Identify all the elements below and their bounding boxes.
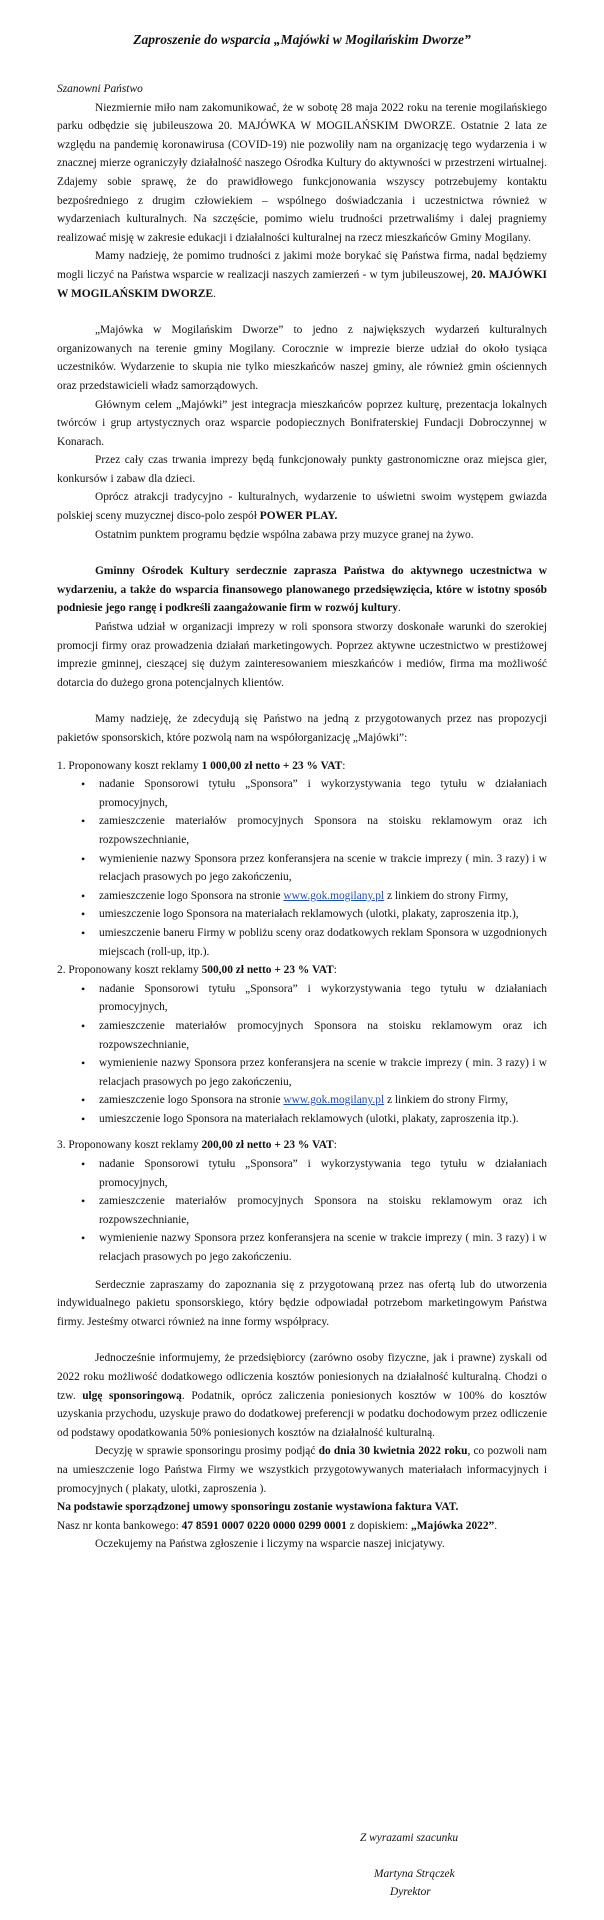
website-link[interactable]: www.gok.mogilany.pl xyxy=(283,889,385,902)
package-benefit-item: • zamieszczenie materiałów promocyjnych Sponsora na stoisku reklamowym oraz ich rozpowszechnianie, xyxy=(99,1017,547,1054)
page-title: Zaproszenie do wsparcia „Majówki w Mogilańskim Dworze” xyxy=(133,32,471,47)
tax-relief-bold: ulgę sponsoringową xyxy=(82,1389,182,1402)
deadline-text-a: Decyzję w sprawie sponsoringu prosimy podjąć xyxy=(95,1445,319,1458)
bank-end: . xyxy=(494,1519,498,1532)
paragraph-event-description: „Majówka w Mogilańskim Dworze” to jedno z największych wydarzeń kulturalnych organizowanych na terenie gminy Mogilany. Corocznie w imprezie bierze udział do około tysiąca uczestników. Wydarzenie to skupia nie tylko mieszkańców naszej gminy, ale również gmin ościennych oraz przedstawicieli władz samorządowych. xyxy=(57,324,547,392)
package-benefits-list xyxy=(57,980,547,1129)
signer-name: Martyna Strączek xyxy=(374,1868,455,1880)
package-prefix: 2. Proponowany koszt reklamy xyxy=(57,964,202,977)
package-suffix: : xyxy=(342,759,346,772)
letter-body xyxy=(57,80,547,1554)
package-benefit-item: • umieszczenie logo Sponsora na materiałach reklamowych (ulotki, plakaty, zaproszenia itp.). xyxy=(99,1110,547,1129)
paragraph-sponsor-benefits: Państwa udział w organizacji imprezy w roli sponsora stworzy doskonałe warunki do szerokiej promocji firmy oraz prowadzenia działań marketingowych. Poprzez aktywne uczestnictwo w prestiżowej imprezie gminnej, cieszącej się dużym zainteresowaniem mieszkańców i mediów, firma ma możliwość dotarcia do dużego grona potencjalnych klientów. xyxy=(57,621,547,689)
package-1 xyxy=(57,757,547,962)
paragraph-intro: Niezmiernie miło nam zakomunikować, że w sobotę 28 maja 2022 roku na terenie mogilańskiego parku odbędzie się jubileuszowa 20. MAJÓWKA W MOGILAŃSKIM DWORZE. Ostatnie 2 lata ze względu na pandemię koronawirusa (COVID-19) nie pozwoliły nam na organizację tego wydarzenia i w znacznej mierze ograniczyły działalność naszego Ośrodka Kultury do aktywności w przestrzeni wirtualnej. Zdajemy sobie sprawę, że do prawidłowego funkcjonowania wszyscy potrzebujemy kontaktu bezpośredniego z drugim człowiekiem – wspólnego doświadczania i uczestnictwa również w wydarzeniach kulturalnych. Na szczęście, pomimo wielu trudności przetrwaliśmy i dalej pragniemy realizować misję w zakresie edukacji i działalności kulturalnej na rzecz mieszkańców Gminy Mogilany. xyxy=(57,101,547,244)
paragraph-support xyxy=(57,247,547,303)
website-link[interactable]: www.gok.mogilany.pl xyxy=(283,1094,385,1107)
paragraph-bank-account xyxy=(57,1517,547,1536)
package-benefit-item: • wymienienie nazwy Sponsora przez konferansjera na scenie w trakcie imprezy ( min. 3 razy) i w relacjach prasowych po jego zakończeniu, xyxy=(99,1054,547,1091)
bank-account-number: 47 8591 0007 0220 0000 0299 0001 xyxy=(181,1519,347,1532)
package-3 xyxy=(57,1136,547,1266)
paragraph-invitation xyxy=(57,562,547,618)
package-title xyxy=(57,757,547,776)
package-price: 500,00 zł netto + 23 % VAT xyxy=(201,964,334,977)
paragraph-offer: Serdecznie zapraszamy do zapoznania się z przygotowaną przez nas ofertą lub do utworzenia indywidualnego pakietu sponsorskiego, który będzie odpowiadał potrzebom marketingowym Państwa firmy. Jesteśmy otwarci również na inne formy współpracy. xyxy=(57,1278,547,1328)
bank-label: Nasz nr konta bankowego: xyxy=(57,1519,182,1532)
support-end: . xyxy=(213,287,216,300)
package-prefix: 3. Proponowany koszt reklamy xyxy=(57,1139,202,1152)
paragraph-goal: Głównym celem „Majówki” jest integracja mieszkańców poprzez kulturę, prezentacja lokalnych twórców i grup artystycznych oraz wsparcie podopiecznych Bonifraterskiej Fundacji Dobroczynnej w Konarach. xyxy=(57,398,547,448)
paragraph-last-point: Ostatnim punktem programu będzie wspólna zabawa przy muzyce granej na żywo. xyxy=(95,528,474,541)
paragraph-tax-relief xyxy=(57,1349,547,1442)
bank-note-label: z dopiskiem: xyxy=(346,1519,412,1532)
package-benefit-item: • zamieszczenie logo Sponsora na stronie www.gok.mogilany.pl z linkiem do strony Firmy, xyxy=(99,887,547,906)
paragraph-deadline xyxy=(57,1442,547,1498)
invitation-end: . xyxy=(397,602,401,615)
package-2 xyxy=(57,961,547,1128)
paragraph-packages-intro: Mamy nadzieję, że zdecydują się Państwo na jedną z przygotowanych przez nas propozycji pakietów sponsorskich, które pozwolą nam na współorganizację „Majówki”: xyxy=(57,713,547,744)
package-suffix: : xyxy=(333,1139,337,1152)
invitation-bold: Gminny Ośrodek Kultury serdecznie zaprasza Państwa do aktywnego uczestnictwa w wydarzeniu, a także do wsparcia finansowego planowanego przedsięwzięcia, które w istotny sposób podniesie jego rangę i podkreśli zaangażowanie firm w rozwój kultury xyxy=(57,565,547,615)
paragraph-gastronomy: Przez cały czas trwania imprezy będą funkcjonowały punkty gastronomiczne oraz miejsca gier, konkursów i zabaw dla dzieci. xyxy=(57,454,547,485)
tax-text-a: Jednocześnie informujemy, że przedsiębiorcy (zarówno osoby fizyczne, jak i prawne) zyskali od 2022 roku możliwość dodatkowego odliczenia kosztów poniesionych na działalność kulturalną. Chodzi o tzw. xyxy=(57,1352,547,1402)
package-benefit-item: • zamieszczenie materiałów promocyjnych Sponsora na stoisku reklamowym oraz ich rozpowszechnianie, xyxy=(99,1192,547,1229)
package-benefit-item: • umieszczenie baneru Firmy w pobliżu sceny oraz dodatkowych reklam Sponsora w uzgodnionych miejscach (roll-up, itp.). xyxy=(99,924,547,961)
package-suffix: : xyxy=(333,964,337,977)
tax-text-b: . Podatnik, oprócz zaliczenia poniesionych kosztów w 100% do kosztów uzyskania przychodu, uzyskuje prawo do dodatkowej preferencji w podatku dochodowym przez odliczenie od podstawy opodatkowania 50% poniesionych kosztów na działalność kulturalną. xyxy=(57,1389,548,1439)
star-name: POWER PLAY. xyxy=(259,510,338,523)
package-benefit-item: • nadanie Sponsorowi tytułu „Sponsora” i wykorzystywania tego tytułu w działaniach promocyjnych, xyxy=(99,775,547,812)
bank-reference: „Majówka 2022” xyxy=(411,1519,495,1532)
package-benefit-item: • wymienienie nazwy Sponsora przez konferansjera na scenie w trakcie imprezy ( min. 3 razy) i w relacjach prasowych po jego zakończeniu, xyxy=(99,850,547,887)
package-benefit-item: • zamieszczenie materiałów promocyjnych Sponsora na stoisku reklamowym oraz ich rozpowszechnianie, xyxy=(99,812,547,849)
package-benefit-item: • nadanie Sponsorowi tytułu „Sponsora” i wykorzystywania tego tytułu w działaniach promocyjnych, xyxy=(99,980,547,1017)
support-text: Mamy nadzieję, że pomimo trudności z jakimi może borykać się Państwa firma, nadal będziemy mogli liczyć na Państwa wsparcie w realizacji naszych zamierzeń - w tym jubileuszowej, xyxy=(57,250,547,281)
paragraph-closing-request: Oczekujemy na Państwa zgłoszenie i liczymy na wsparcie naszej inicjatywy. xyxy=(95,1538,445,1551)
sponsor-packages xyxy=(57,757,547,1267)
package-benefit-item: • umieszczenie logo Sponsora na materiałach reklamowych (ulotki, plakaty, zaproszenia itp.), xyxy=(99,905,547,924)
closing-phrase: Z wyrazami szacunku xyxy=(360,1832,459,1844)
package-benefit-item: • wymienienie nazwy Sponsora przez konferansjera na scenie w trakcie imprezy ( min. 3 razy) i w relacjach prasowych po jego zakończeniu. xyxy=(99,1229,547,1266)
package-price: 200,00 zł netto + 23 % VAT xyxy=(201,1139,334,1152)
package-benefit-item: • zamieszczenie logo Sponsora na stronie www.gok.mogilany.pl z linkiem do strony Firmy, xyxy=(99,1091,547,1110)
star-text: Oprócz atrakcji tradycyjno - kulturalnych, wydarzenie to uświetni swoim występem gwiazda polskiej sceny muzycznej disco-polo zespół xyxy=(57,491,547,523)
salutation: Szanowni Państwo xyxy=(57,83,143,95)
signer-role: Dyrektor xyxy=(390,1886,431,1898)
package-benefits-list xyxy=(57,1155,547,1267)
event-name-bold: 20. MAJÓWKI W MOGILAŃSKIM DWORZE xyxy=(57,268,547,300)
package-benefits-list xyxy=(57,775,547,961)
deadline-text-b: , co pozwoli nam na umieszczenie logo Państwa Firmy we wszystkich przygotowywanych materiałach informacyjnych i promocyjnych ( plakaty, ulotki, zaproszenia ). xyxy=(57,1445,547,1495)
package-title xyxy=(57,1136,547,1155)
paragraph-invoice: Na podstawie sporządzonej umowy sponsoringu zostanie wystawiona faktura VAT. xyxy=(57,1501,459,1514)
paragraph-star xyxy=(57,488,547,525)
deadline-date: do dnia 30 kwietnia 2022 roku xyxy=(318,1445,468,1458)
package-benefit-item: • nadanie Sponsorowi tytułu „Sponsora” i wykorzystywania tego tytułu w działaniach promocyjnych, xyxy=(99,1155,547,1192)
package-price: 1 000,00 zł netto + 23 % VAT xyxy=(201,759,343,772)
package-prefix: 1. Proponowany koszt reklamy xyxy=(57,759,202,772)
package-title xyxy=(57,961,547,980)
